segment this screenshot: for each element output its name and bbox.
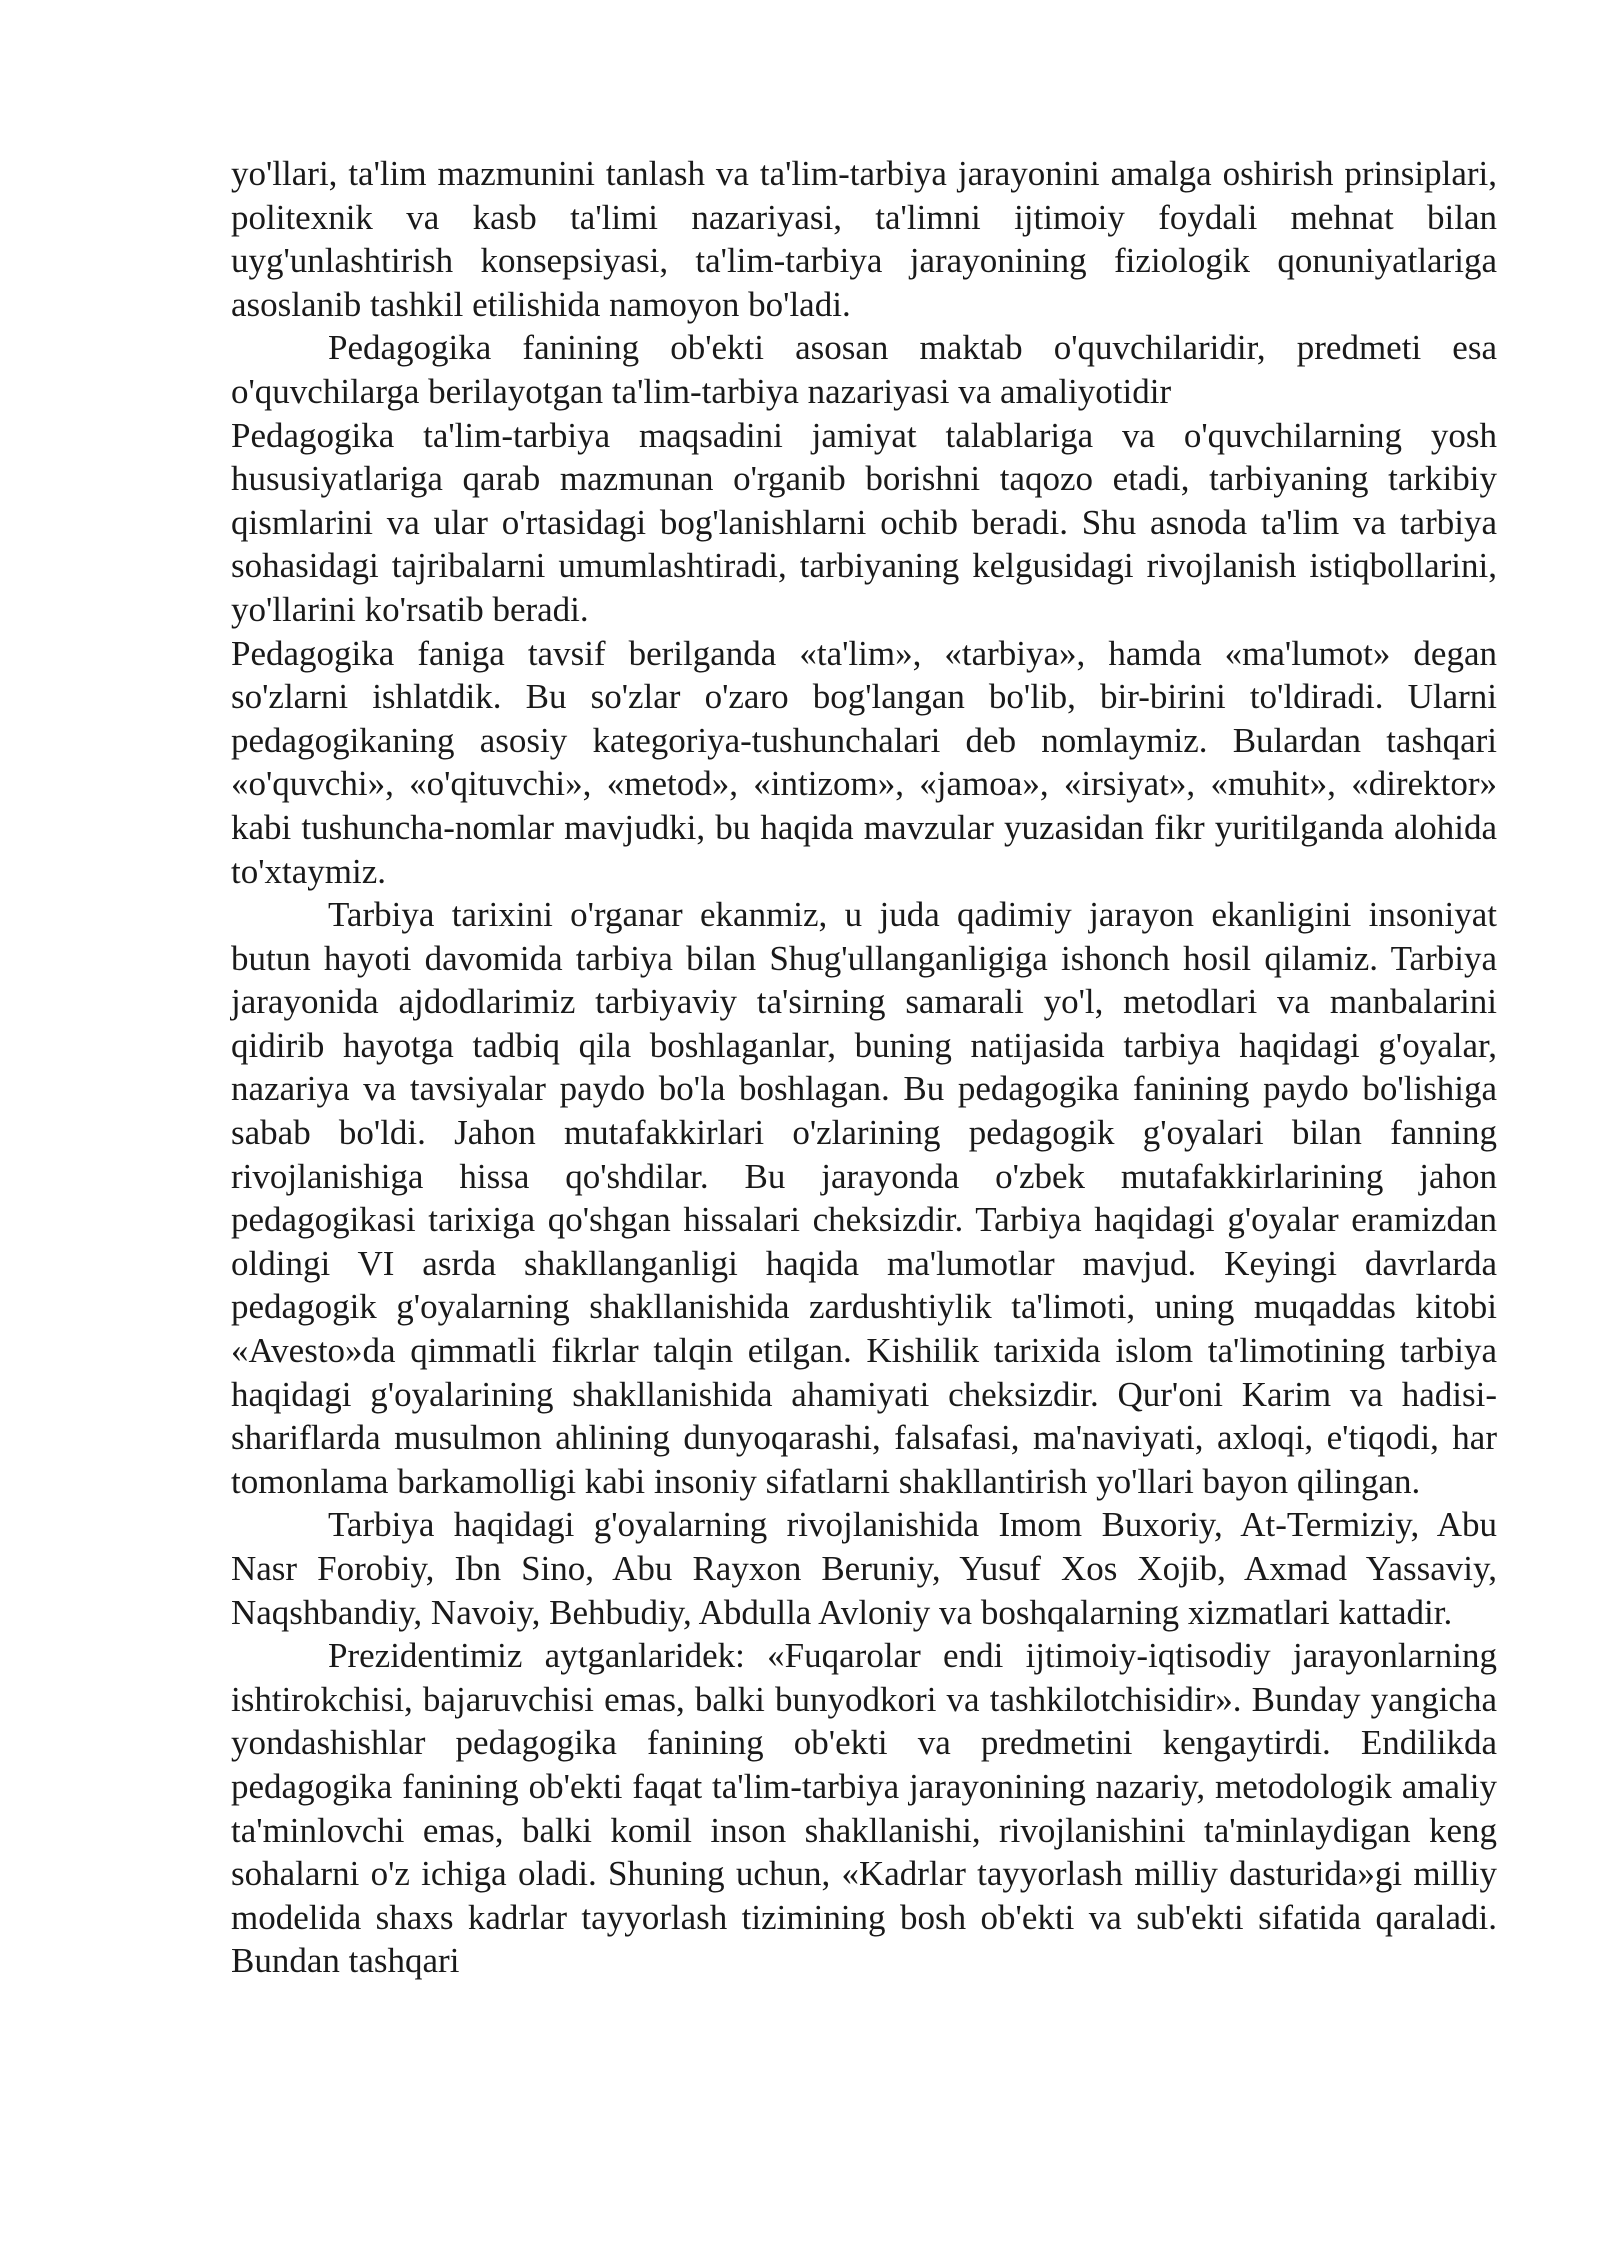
paragraph: Pedagogika faniga tavsif berilganda «ta'lim», «tarbiya», hamda «ma'lumot» degan so'zlarni ishlatdik. Bu so'zlar o'zaro bog'langan bo'lib, bir-birini to'ldiradi. Ularni pedagogikaning asosiy kategoriya-tushunchalari deb nomlaymiz. Bulardan tashqari «o'quvchi», «o'qituvchi», «metod», «intizom», «jamoa», «irsiyat», «muhit», «direktor» kabi tushuncha-nomlar mavjudki, bu haqida mavzular yuzasidan fikr yuritilganda alohida to'xtaymiz.: [231, 633, 1497, 891]
paragraph: yo'llari, ta'lim mazmunini tanlash va ta'lim-tarbiya jarayonini amalga oshirish prinsiplari, politexnik va kasb ta'limi nazariyasi, ta'limni ijtimoiy foydali mehnat bilan uyg'unlashtirish konsepsiyasi, ta'lim-tarbiya jarayonining fiziologik qonuniyatlariga asoslanib tashkil etilishida namoyon bo'ladi.: [231, 154, 1497, 324]
document-page: [231, 152, 1497, 1983]
paragraph: Tarbiya haqidagi g'oyalarning rivojlanishida Imom Buxoriy, At-Termiziy, Abu Nasr Forobiy, Ibn Sino, Abu Rayxon Beruniy, Yusuf Xos Xojib, Axmad Yassaviy, Naqshbandiy, Navoiy, Behbudiy, Abdulla Avloniy va boshqalarning xizmatlari kattadir.: [231, 1505, 1497, 1632]
paragraph: Pedagogika fanining ob'ekti asosan maktab o'quvchilaridir, predmeti esa o'quvchilarga berilayotgan ta'lim-tarbiya nazariyasi va amaliyotidir: [231, 328, 1497, 411]
paragraph: Pedagogika ta'lim-tarbiya maqsadini jamiyat talablariga va o'quvchilarning yosh hususiyatlariga qarab mazmunan o'rganib borishni taqozo etadi, tarbiyaning tarkibiy qismlarini va ular o'rtasidagi bog'lanishlarni ochib beradi. Shu asnoda ta'lim va tarbiya sohasidagi tajribalarni umumlashtiradi, tarbiyaning kelgusidagi rivojlanish istiqbollarini, yo'llarini ko'rsatib beradi.: [231, 415, 1497, 629]
paragraph: Prezidentimiz aytganlaridek: «Fuqarolar endi ijtimoiy-iqtisodiy jarayonlarning ishtirokchisi, bajaruvchisi emas, balki bunyodkori va tashkilotchisidir». Bunday yangicha yondashishlar pedagogika fanining ob'ekti va predmetini kengaytirdi. Endilikda pedagogika fanining ob'ekti faqat ta'lim-tarbiya jarayonining nazariy, metodologik amaliy ta'minlovchi emas, balki komil inson shakllanishi, rivojlanishini ta'minlaydigan keng sohalarni o'z ichiga oladi. Shuning uchun, «Kadrlar tayyorlash milliy dasturida»gi milliy modelida shaxs kadrlar tayyorlash tizimining bosh ob'ekti va sub'ekti sifatida qaraladi. Bundan tashqari: [231, 1636, 1497, 1981]
paragraph: Tarbiya tarixini o'rganar ekanmiz, u juda qadimiy jarayon ekanligini insoniyat butun hayoti davomida tarbiya bilan Shug'ullanganligiga ishonch hosil qilamiz. Tarbiya jarayonida ajdodlarimiz tarbiyaviy ta'sirning samarali yo'l, metodlari va manbalarini qidirib hayotga tadbiq qila boshlaganlar, buning natijasida tarbiya haqidagi g'oyalar, nazariya va tavsiyalar paydo bo'la boshlagan. Bu pedagogika fanining paydo bo'lishiga sabab bo'ldi. Jahon mutafakkirlari o'zlarining pedagogik g'oyalari bilan fanning rivojlanishiga hissa qo'shdilar. Bu jarayonda o'zbek mutafakkirlarining jahon pedagogikasi tarixiga qo'shgan hissalari cheksizdir. Tarbiya haqidagi g'oyalar eramizdan oldingi VI asrda shakllanganligi haqida ma'lumotlar mavjud. Keyingi davrlarda pedagogik g'oyalarning shakllanishida zardushtiylik ta'limoti, uning muqaddas kitobi «Avesto»da qimmatli fikrlar talqin etilgan. Kishilik tarixida islom ta'limotining tarbiya haqidagi g'oyalarining shakllanishida ahamiyati cheksizdir. Qur'oni Karim va hadisi-shariflarda musulmon ahlining dunyoqarashi, falsafasi, ma'naviyati, axloqi, e'tiqodi, har tomonlama barkamolligi kabi insoniy sifatlarni shakllantirish yo'llari bayon qilingan.: [231, 895, 1497, 1501]
